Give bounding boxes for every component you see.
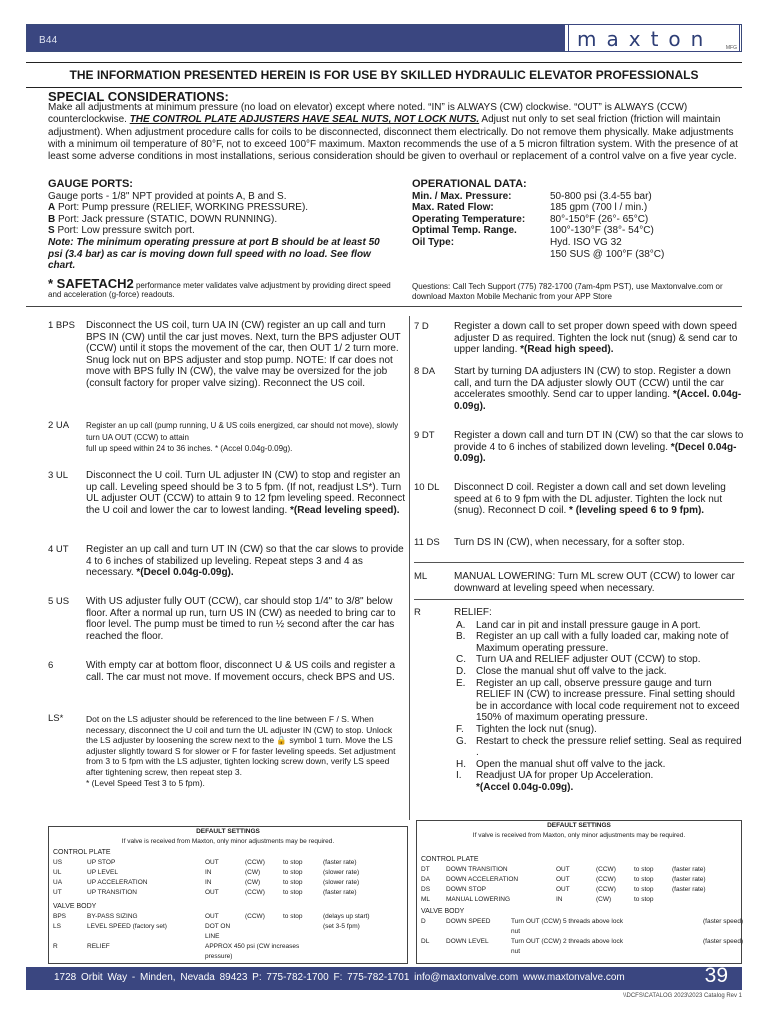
settings-cell: R — [53, 943, 58, 950]
logo-text: maxton — [577, 27, 714, 51]
settings-cell: IN — [556, 896, 563, 903]
settings-cell: to stop — [283, 913, 303, 920]
group-label: VALVE BODY — [53, 903, 97, 910]
settings-cell: Turn OUT (CCW) 5 threads above lock nut — [511, 918, 623, 935]
settings-cell: to stop — [283, 859, 303, 866]
settings-cell: to stop — [634, 896, 654, 903]
page-title — [34, 28, 57, 48]
settings-cell: OUT — [556, 886, 570, 893]
step-ls: LS* Dot on the LS adjuster should be referenced to the line between F / S. When necessary, disconnect the U coil and turn the UL adjuster IN (CW) to stop. Unlock the LS adjuster by loosening the screw next to the 🔒 symbol 1 turn. Move the LS adjuster slightly toward S for slower or F for faster leveling speeds. Set adjustment from 3 to 5 fpm with the LS adjuster, tighten locking screw down, verify LS speed after tightening screw, then repeat step 3. * (Level Speed Test 3 to 5 fpm). — [48, 713, 396, 788]
row-divider — [414, 599, 744, 600]
settings-row — [417, 885, 741, 895]
settings-cell: UA — [53, 879, 63, 886]
settings-cell: (CCW) — [245, 859, 265, 866]
op-row: Operating Temperature: 80°-150°F (26°- 65°C) — [412, 213, 649, 225]
default-settings-title: DEFAULT SETTINGS — [196, 828, 260, 835]
settings-cell — [361, 942, 401, 962]
settings-cell — [627, 917, 665, 937]
settings-cell — [245, 922, 283, 942]
settings-cell: MANUAL LOWERING — [446, 896, 511, 903]
settings-cell: to stop — [283, 879, 303, 886]
settings-cell — [323, 942, 361, 962]
gauge-ports: GAUGE PORTS: Gauge ports - 1/8" NPT provided at points A, B and S. A Port: Pump pressure (RELIEF, WORKING PRESSURE). B Port: Jack pressure (STATIC, DOWN RUNNING). S Port: Low pressure switch port. Note: The minimum operating pressure at port B should be at least 50 psi (3.4 bar) as car is moving down full speed with no load. See flow chart. — [48, 179, 388, 272]
group-label: VALVE BODY — [421, 908, 465, 915]
footer-bar — [26, 964, 742, 990]
settings-cell — [672, 895, 732, 905]
settings-cell: Turn OUT (CCW) 2 threads above lock nut — [511, 938, 623, 955]
op-row: Optimal Temp. Range. 100°-130°F (38°- 54°C) — [412, 225, 654, 237]
settings-cell: (CCW) — [596, 886, 616, 893]
settings-cell: (faster rate) — [323, 889, 357, 896]
settings-row — [49, 888, 407, 898]
settings-cell: to stop — [634, 886, 654, 893]
settings-cell: to stop — [283, 889, 303, 896]
settings-cell: to stop — [634, 866, 654, 873]
settings-cell: DL — [421, 938, 430, 945]
settings-cell: IN — [205, 879, 212, 886]
settings-cell: LS — [53, 923, 61, 930]
settings-cell: OUT — [205, 913, 219, 920]
settings-cell: DOWN SPEED — [446, 918, 491, 925]
step-us: 5 US With US adjuster fully OUT (CCW), car should stop 1/4" to 3/8" below floor. After a normal up run, turn US IN (CW) as needed to bring car to floor level. The pump must be timed to run ½ second after the car has reached the floor. — [48, 596, 396, 642]
settings-cell — [665, 917, 703, 937]
group-label: CONTROL PLATE — [421, 856, 479, 863]
settings-cell — [665, 937, 703, 957]
row-divider — [414, 562, 744, 563]
settings-cell: D — [421, 918, 426, 925]
operational-data-title: OPERATIONAL DATA: — [412, 178, 527, 190]
op-row: Oil Type: Hyd. ISO VG 32 — [412, 236, 622, 248]
seal-nut-warning: THE CONTROL PLATE ADJUSTERS HAVE SEAL NUTS, NOT LOCK NUTS. — [129, 114, 480, 126]
settings-cell: (CW) — [245, 879, 261, 886]
settings-cell: (CCW) — [245, 913, 265, 920]
logo-sub: MFG — [725, 45, 737, 51]
settings-cell: (faster rate) — [672, 866, 706, 873]
settings-row — [49, 922, 407, 942]
settings-cell: UP STOP — [87, 859, 116, 866]
settings-cell: (faster rate) — [672, 886, 706, 893]
step-ml: ML MANUAL LOWERING: Turn ML screw OUT (CCW) to lower car downward at leveling speed when necessary. — [414, 571, 735, 594]
relief-item: B. Register an up call with a fully loaded car, making note of Maximum operating pressure. — [456, 631, 729, 654]
settings-cell: UP LEVEL — [87, 869, 118, 876]
settings-cell: UP TRANSITION — [87, 889, 137, 896]
settings-cell: to stop — [634, 876, 654, 883]
settings-cell: LEVEL SPEED (factory set) — [87, 923, 167, 930]
step-dt: 9 DT Register a down call and turn DT IN (CW) so that the car slows to provide 4 to 6 inches of stabilized down leveling. *(Decel 0.04g-0.09g). — [414, 430, 744, 465]
settings-row — [417, 937, 744, 957]
settings-cell: (faster rate) — [323, 859, 357, 866]
settings-cell: RELIEF — [87, 943, 110, 950]
step-bps: 1 BPS Disconnect the US coil, turn UA IN (CW) register an up call and turn BPS IN (CW) until the car just moves. Next, turn the BPS adjuster OUT (CCW) until it stops the movement of the car, then OUT 1/ 2 turn more. Snug lock nut on BPS adjuster and stop pump. NOTE: If car does not move with BPS fully IN (CW), the valve may be oversized for the job (consult factory for proper valve sizing). Reconnect the US coil. — [48, 320, 401, 389]
settings-row — [49, 878, 407, 888]
step-ds: 11 DS Turn DS IN (CW), when necessary, for a softer stop. — [414, 537, 685, 548]
questions-note: Questions: Call Tech Support (775) 782-1700 (7am-4pm PST), use Maxtonvalve.com or download Maxton Mobile Mechanic from your APP Store — [412, 282, 723, 301]
safetach-note: * SAFETACH2 performance meter validates valve adjustment by providing direct speed and acceleration (g-force) readouts. — [48, 276, 391, 299]
maxton-logo — [568, 24, 740, 52]
default-settings-control-plate-up: DEFAULT SETTINGS If valve is received from Maxton, only minor adjustments may be required. CONTROL PLATE US UP STOP OUT (CCW) to stop (faster rate) UL UP LEVEL IN (CW) to stop (slower rate) UA UP ACCELERATION IN (CW) to stop (slower rate) UT UP TRANSITION OUT (CCW) to stop (faster rate) VALVE BODY BPS BY-PASS SIZING OUT (CCW) to stop (delays up start) LS LEVEL SPEED (factory set) DOT ON LINE (set 3-5 fpm) R RELIEF APPROX 450 psi (CW increases pressure) — [48, 826, 408, 964]
page-number: 39 — [704, 964, 728, 987]
step-dl: 10 DL Disconnect D coil. Register a down call and set down leveling speed at 6 to 9 fpm with the DL adjuster. Tighten the lock nut (snug). Reconnect D coil. * (leveling speed 6 to 9 fpm). — [414, 482, 726, 517]
settings-cell: (slower rate) — [323, 879, 360, 886]
operational-data — [412, 179, 742, 260]
settings-row — [417, 917, 744, 937]
settings-cell — [627, 937, 665, 957]
step-d: 7 D Register a down call to set proper down speed with down speed adjuster D as required. Tighten the lock nut (snug) & send car to upper landing. *(Read high speed). — [414, 321, 738, 356]
relief-item: C. Turn UA and RELIEF adjuster OUT (CCW) to stop. — [456, 654, 701, 666]
relief-item: E. Register an up call, observe pressure gauge and turn RELIEF IN (CW) to increase pressure. Final setting should be in accordance with local code requirement not to exceed 150% of maximum operating pressure. — [456, 677, 740, 724]
op-row: Max. Rated Flow: 185 gpm (700 l / min.) — [412, 202, 648, 214]
settings-cell: OUT — [556, 876, 570, 883]
settings-cell: DOWN TRANSITION — [446, 866, 508, 873]
settings-cell: (CW) — [596, 896, 612, 903]
settings-cell — [283, 922, 323, 942]
settings-cell: IN — [205, 869, 212, 876]
doc-code: B44 — [39, 35, 58, 46]
settings-cell: DOWN STOP — [446, 886, 486, 893]
column-divider — [409, 316, 410, 820]
settings-cell: DOT ON LINE — [205, 923, 231, 940]
special-considerations-title: SPECIAL CONSIDERATIONS: — [48, 89, 229, 104]
special-considerations-text: Make all adjustments at minimum pressure (no load on elevator) except where noted. “IN” is ALWAYS (CW) clockwise. “OUT” is ALWAYS (CCW) counterclockwise. THE CONTROL PLATE ADJUSTERS HAVE SEAL NUTS, NOT LOCK NUTS. Adjust nut only to set seal friction (friction will maintain adjustment). When adjustment procedure calls for coils to be disconnected, disconnect them electrically. Do not remove them physically. Make adjustments with a minimum oil temperature of 80°F, not to exceed 100°F maximum. Maxton recommends the use of a 5 micron filtration system. With the presence of at least some adverse conditions in most installations, serious consideration should be given to overhaul or replacement of a control valve on a five year cycle. — [48, 102, 738, 163]
op-row: Min. / Max. Pressure: 50-800 psi (3.4-55 bar) — [412, 190, 652, 202]
step-6: 6 With empty car at bottom floor, disconnect U & US coils and register a call. The car must not move. If movement occurs, check BPS and US. — [48, 660, 396, 683]
settings-cell: DS — [421, 886, 431, 893]
settings-cell: DA — [421, 876, 431, 883]
settings-cell: UP ACCELERATION — [87, 879, 148, 886]
settings-cell: US — [53, 859, 63, 866]
settings-cell: OUT — [205, 889, 219, 896]
settings-cell: (faster speed) — [703, 918, 744, 925]
settings-cell: to stop — [283, 869, 303, 876]
default-settings-control-plate-down: DEFAULT SETTINGS If valve is received from Maxton, only minor adjustments may be required. CONTROL PLATE DT DOWN TRANSITION OUT (CCW) to stop (faster rate) DA DOWN ACCELERATION OUT (CCW) to stop (faster rate) DS DOWN STOP OUT (CCW) to stop (faster rate) ML MANUAL LOWERING IN (CW) to stop VALVE BODY D DOWN SPEED Turn OUT (CCW) 5 threads above lock nut (faster speed) DL DOWN LEVEL Turn OUT (CCW) 2 threads above lock nut (faster speed) — [416, 820, 742, 964]
settings-cell: BPS — [53, 913, 67, 920]
settings-cell: OUT — [205, 859, 219, 866]
settings-cell: DT — [421, 866, 430, 873]
settings-row — [49, 942, 407, 962]
settings-cell: (CCW) — [245, 889, 265, 896]
relief-item: I. Readjust UA for proper Up Acceleration. *(Accel 0.04g-0.09g). — [456, 770, 654, 793]
settings-cell: UL — [53, 869, 62, 876]
settings-row — [417, 875, 741, 885]
relief-item: F. Tighten the lock nut (snug). — [456, 723, 597, 735]
settings-cell: (set 3-5 fpm) — [323, 923, 360, 930]
settings-cell: DOWN ACCELERATION — [446, 876, 519, 883]
settings-row — [417, 895, 741, 905]
relief-item: A. Land car in pit and install pressure gauge in A port. — [456, 619, 701, 631]
step-ua: 2 UA Register an up call (pump running, U & US coils energized, car should not move), slowly turn UA OUT (CCW) to attain full up speed within 24 to 36 inches. * (Accel 0.04g-0.09g). — [48, 420, 399, 454]
safetach-name: SAFETACH2 — [56, 276, 134, 291]
step-relief: R RELIEF: A. Land car in pit and install pressure gauge in A port. B. Register an up call with a fully loaded car, making note of Maximum operating pressure. C. Turn UA and RELIEF adjuster OUT (CCW) to stop. D. Close the manual shut off valve to the jack. E. Register an up call, observe pressure gauge and turn RELIEF IN (CW) to increase pressure. Final setting should be in accordance with local code requirement not to exceed 150% of maximum operating pressure. F. Tighten the lock nut (snug). G. Restart to check the pressure relief setting. Seal as required . H. Open the manual shut off valve to the jack. I. Readjust UA for proper Up Acceleration. *(Accel 0.04g-0.09g). — [414, 607, 744, 794]
settings-row — [49, 858, 407, 868]
footer-contact: 1728 Orbit Way - Minden, Nevada 89423 P: 775-782-1700 F: 775-782-1701 info@maxtonvalve.com www.maxtonvalve.com — [54, 972, 625, 983]
settings-row — [49, 868, 407, 878]
relief-item: G. Restart to check the pressure relief setting. Seal as required . — [456, 735, 742, 759]
op-row: 150 SUS @ 100°F (38°C) — [550, 248, 665, 260]
settings-cell: (delays up start) — [323, 913, 370, 920]
step-ul: 3 UL Disconnect the U coil. Turn UL adjuster IN (CW) to stop and register an up call. Leveling speed should be 3 to 5 fpm. (If not, readjust LS*). Turn UL adjuster OUT (CCW) to attain 9 to 12 fpm leveling speed. Reconnect the U coil and lower the car to lowest landing. *(Read leveling speed). — [48, 470, 406, 516]
settings-cell: (faster speed) — [703, 938, 744, 945]
settings-cell: UT — [53, 889, 62, 896]
settings-cell: DOWN LEVEL — [446, 938, 489, 945]
relief-item: H. Open the manual shut off valve to the jack. — [456, 758, 666, 770]
title-band — [27, 25, 565, 51]
settings-cell: OUT — [556, 866, 570, 873]
settings-cell: APPROX 450 psi (CW increases pressure) — [205, 943, 300, 960]
relief-steps — [454, 620, 744, 794]
step-da: 8 DA Start by turning DA adjusters IN (CW) to stop. Register a down call, and turn the DA adjuster slowly OUT (CCW) until the car accelerates smoothly. Send car to upper landing. *(Accel. 0.04g-0.09g). — [414, 366, 742, 412]
settings-cell: (CCW) — [596, 876, 616, 883]
group-label: CONTROL PLATE — [53, 849, 111, 856]
professionals-banner: THE INFORMATION PRESENTED HEREIN IS FOR USE BY SKILLED HYDRAULIC ELEVATOR PROFESSIONALS — [26, 62, 742, 88]
default-settings-title: DEFAULT SETTINGS — [547, 822, 611, 829]
step-ut: 4 UT Register an up call and turn UT IN (CW) so that the car slows to provide 4 to 6 inches of stabilized up leveling. Repeat steps 3 and 4 as necessary. *(Decel 0.04g-0.09g). — [48, 544, 404, 579]
gauge-ports-title: GAUGE PORTS: — [48, 178, 133, 190]
settings-cell: (CW) — [245, 869, 261, 876]
catalog-path: \\DCFS\CATALOG 2023\2023 Catalog Rev 1 — [623, 993, 742, 999]
gauge-note: Note: The minimum operating pressure at port B should be at least 50 psi (3.4 bar) as car is moving down full speed with no load. See flow chart. — [48, 236, 380, 272]
settings-cell: (CCW) — [596, 866, 616, 873]
settings-row — [417, 865, 741, 875]
relief-item: D. Close the manual shut off valve to the jack. — [456, 665, 667, 677]
settings-cell: BY-PASS SIZING — [87, 913, 138, 920]
settings-cell: (slower rate) — [323, 869, 360, 876]
settings-cell: ML — [421, 896, 431, 903]
settings-row — [49, 912, 407, 922]
settings-cell: (faster rate) — [672, 876, 706, 883]
section-divider — [26, 306, 742, 307]
